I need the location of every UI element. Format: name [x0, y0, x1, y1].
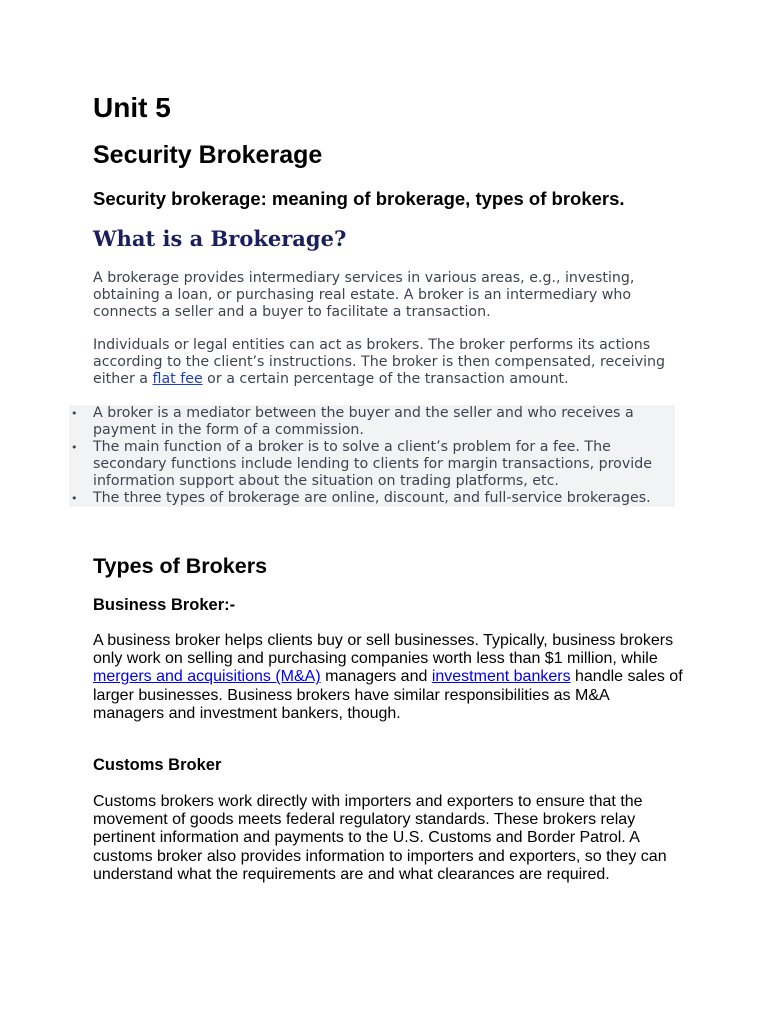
bullet-icon: •: [71, 441, 78, 454]
list-item: [71, 439, 675, 490]
list-item-text: The main function of a broker is to solve a client’s problem for a fee. The secondary functions include lending to clients for margin transactions, provide information support about the situation on trading platforms, etc.: [93, 439, 652, 489]
brokerage-definition-paragraph: A brokerage provides intermediary services in various areas, e.g., investing, obtaining a loan, or purchasing real estate. A broker is an intermediary who connects a seller and a buyer to facilitate a transaction.: [93, 270, 635, 320]
section-title: Security Brokerage: [93, 141, 323, 169]
customs-broker-heading: Customs Broker: [93, 756, 222, 775]
key-points-list: [69, 405, 675, 507]
paragraph-text: A business broker helps clients buy or sell businesses. Typically, business brokers only work on selling and purchasing companies worth less than $1 million, while: [93, 632, 674, 668]
what-is-brokerage-heading: What is a Brokerage?: [93, 226, 347, 251]
customs-broker-paragraph: Customs brokers work directly with importers and exporters to ensure that the movement of goods meets federal regulatory standards. These brokers relay pertinent information and payments to the U.S. Customs and Border Patrol. A customs broker also provides information to importers and exporters, so they can understand what the requirements are and what clearances are required.: [93, 793, 667, 883]
paragraph-text: or a certain percentage of the transaction amount.: [202, 371, 569, 387]
mergers-acquisitions-link[interactable]: mergers and acquisitions (M&A): [93, 668, 321, 686]
business-broker-heading: Business Broker:-: [93, 596, 236, 614]
types-of-brokers-heading: Types of Brokers: [93, 554, 268, 578]
broker-compensation-paragraph: [93, 337, 683, 388]
business-broker-paragraph: [93, 632, 683, 723]
list-item-text: A broker is a mediator between the buyer and the seller and who receives a payment in the form of a commission.: [93, 405, 634, 438]
document-page: [71, 88, 683, 884]
paragraph-text: handle sales of larger businesses. Business brokers have similar responsibilities as M&A managers and investment bankers, though.: [93, 668, 683, 722]
paragraph-text: managers and: [320, 668, 432, 686]
investment-bankers-link[interactable]: investment bankers: [431, 668, 571, 686]
section-subtitle: Security brokerage: meaning of brokerage, types of brokers.: [93, 188, 625, 209]
list-item-text: The three types of brokerage are online, discount, and full-service brokerages.: [93, 490, 651, 506]
bullet-icon: •: [71, 407, 78, 420]
flat-fee-link[interactable]: flat fee: [152, 371, 203, 387]
paragraph-text: Individuals or legal entities can act as brokers. The broker performs its actions according to the client’s instructions. The broker is then compensated, receiving either a: [93, 337, 666, 387]
bullet-icon: •: [71, 492, 78, 505]
unit-title: Unit 5: [93, 92, 171, 123]
list-item: [71, 490, 675, 507]
list-item: [71, 405, 675, 439]
